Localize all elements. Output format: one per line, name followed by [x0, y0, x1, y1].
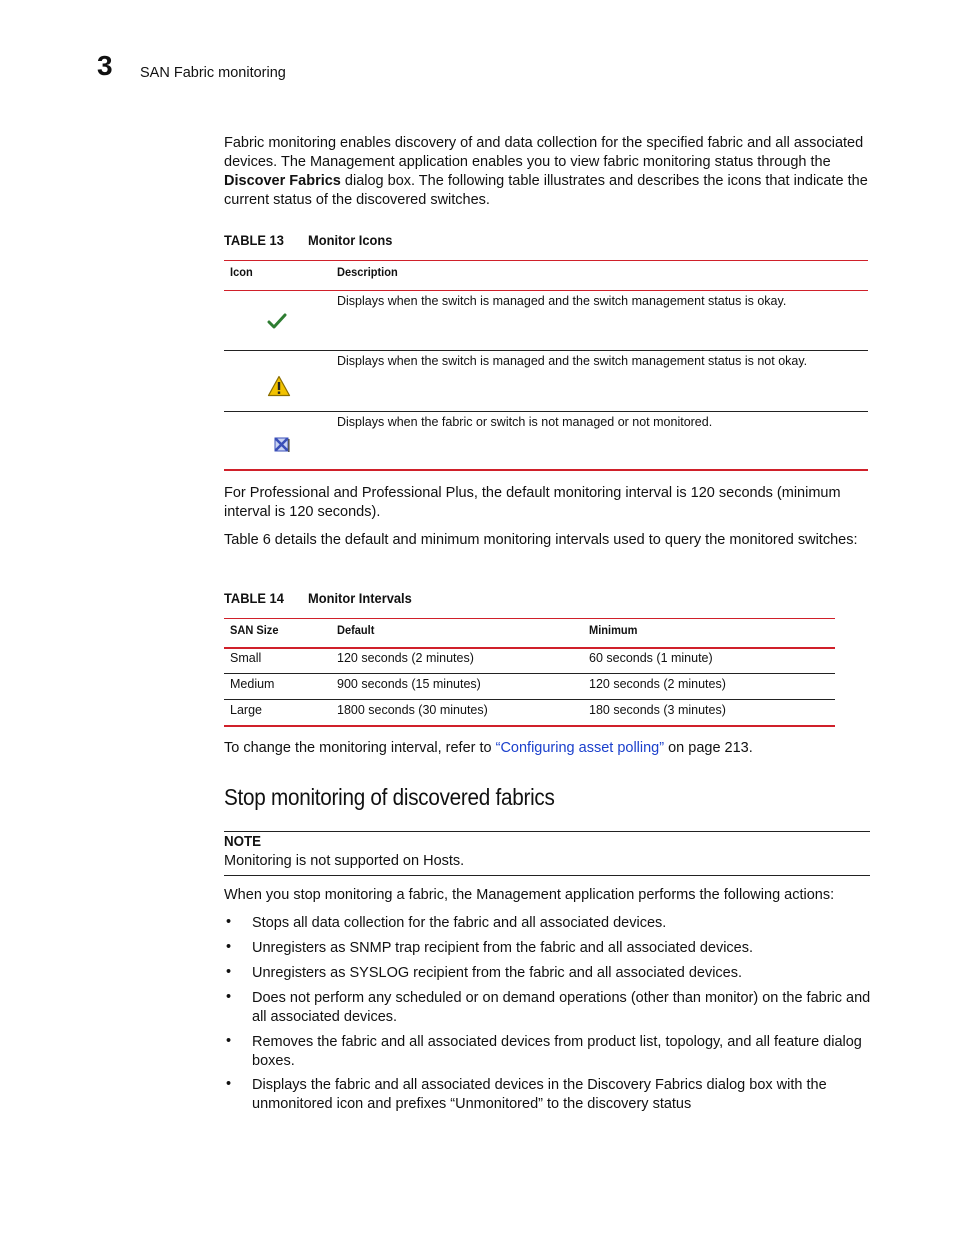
note-label: NOTE [224, 834, 262, 850]
intro-paragraph [224, 134, 872, 210]
intro-text-2: dialog box. The following table illustrates and describes the icons that indicate the current status of the discovered switches. [224, 173, 868, 208]
table14-row2-minimum: 120 seconds (2 minutes) [589, 677, 726, 691]
chapter-title: SAN Fabric monitoring [140, 65, 286, 81]
bullet-marker: • [226, 939, 232, 955]
bullet-item: Removes the fabric and all associated devices from product list, topology, and all feature dialog boxes. [252, 1034, 862, 1069]
table6-paragraph: Table 6 details the default and minimum monitoring intervals used to query the monitored switches: [224, 532, 858, 548]
change-interval-paragraph [224, 739, 872, 758]
bullet-marker: • [226, 989, 232, 1005]
intro-text-1: Fabric monitoring enables discovery of and data collection for the specified fabric and all associated devices. The Management application enables you to view fabric monitoring status through the [224, 135, 864, 170]
table14-header-default: Default [337, 623, 375, 637]
bullet-item: Displays the fabric and all associated devices in the Discovery Fabrics dialog box with the unmonitored icon and prefixes “Unmonitored” to the discovery status [252, 1077, 827, 1112]
table14-row1-default: 120 seconds (2 minutes) [337, 651, 474, 665]
table14-row3-size: Large [230, 703, 262, 717]
change-text-before: To change the monitoring interval, refer to [224, 740, 496, 756]
bullet-marker: • [226, 1076, 232, 1092]
unmonitored-icon [273, 436, 291, 459]
table13-bottom-rule [224, 469, 868, 471]
table14-row3-minimum: 180 seconds (3 minutes) [589, 703, 726, 717]
note-text: Monitoring is not supported on Hosts. [224, 853, 465, 869]
table13-top-rule [224, 260, 868, 261]
table14-top-rule [224, 618, 835, 619]
table14-label: TABLE 14 [224, 590, 284, 606]
bullet-item: Does not perform any scheduled or on demand operations (other than monitor) on the fabric and all associated devices. [252, 990, 871, 1025]
table13-row1-description: Displays when the switch is managed and the switch management status is okay. [337, 294, 787, 308]
configuring-asset-polling-link[interactable]: “Configuring asset polling” [495, 740, 665, 756]
table14-header-rule [224, 647, 835, 649]
table13-title: Monitor Icons [308, 232, 393, 248]
table13-row2-rule [224, 411, 868, 412]
table14-row2-size: Medium [230, 677, 275, 691]
table13-row3-description: Displays when the fabric or switch is not managed or not monitored. [337, 415, 713, 429]
table14-bottom-rule [224, 725, 835, 727]
table14-row1-size: Small [230, 651, 262, 665]
intro-bold-term: Discover Fabrics [224, 173, 341, 189]
bullet-item: Stops all data collection for the fabric and all associated devices. [252, 915, 667, 931]
table13-label: TABLE 13 [224, 232, 284, 248]
checkmark-icon [267, 312, 287, 335]
bullet-marker: • [226, 1033, 232, 1049]
table14-header-san-size: SAN Size [230, 623, 279, 637]
table14-row2-default: 900 seconds (15 minutes) [337, 677, 481, 691]
note-bottom-rule [224, 875, 870, 876]
table14-row2-rule [224, 699, 835, 700]
table13-header-description: Description [337, 265, 398, 279]
bullet-item: Unregisters as SYSLOG recipient from the fabric and all associated devices. [252, 965, 743, 981]
table14-row1-rule [224, 673, 835, 674]
bullet-marker: • [226, 914, 232, 930]
table14-title: Monitor Intervals [308, 590, 412, 606]
table13-row2-description: Displays when the switch is managed and the switch management status is not okay. [337, 354, 808, 368]
interval-paragraph: For Professional and Professional Plus, the default monitoring interval is 120 seconds (minimum interval is 120 seconds). [224, 485, 841, 520]
bullet-item: Unregisters as SNMP trap recipient from the fabric and all associated devices. [252, 940, 754, 956]
table13-header-rule [224, 290, 868, 291]
bullet-marker: • [226, 964, 232, 980]
table14-row1-minimum: 60 seconds (1 minute) [589, 651, 713, 665]
chapter-number: 3 [97, 50, 113, 81]
table14-header-minimum: Minimum [589, 623, 638, 637]
change-text-after: on page 213. [664, 740, 753, 756]
table14-row3-default: 1800 seconds (30 minutes) [337, 703, 488, 717]
warning-icon [267, 375, 291, 402]
table13-row1-rule [224, 350, 868, 351]
table13-header-icon: Icon [230, 265, 253, 279]
section-heading: Stop monitoring of discovered fabrics [224, 784, 555, 810]
note-top-rule [224, 831, 870, 832]
stop-lead-paragraph: When you stop monitoring a fabric, the Management application performs the following actions: [224, 887, 835, 903]
